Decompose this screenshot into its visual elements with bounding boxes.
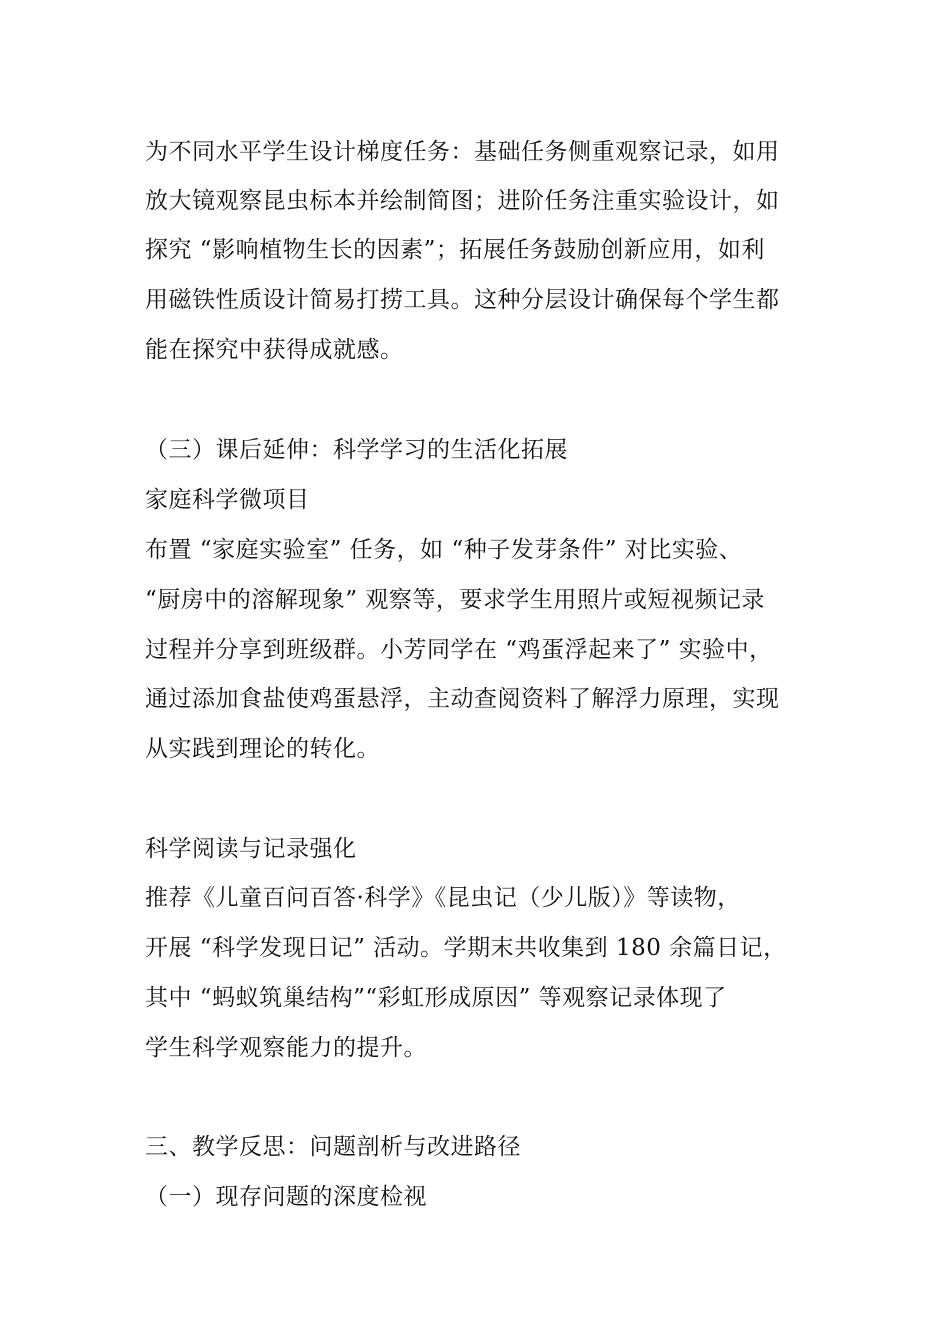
section-heading: （三）课后延伸：科学学习的生活化拓展 [145,437,568,463]
paragraph-line: 能在探究中获得成就感。 [145,337,404,363]
paragraph-line: 布置 “家庭实验室” 任务，如 “种子发芽条件” 对比实验、 [145,537,743,563]
paragraph-line: 过程并分享到班级群。小芳同学在 “鸡蛋浮起来了” 实验中， [145,637,773,663]
paragraph-line: 探究 “影响植物生长的因素”；拓展任务鼓励创新应用，如利 [145,237,765,263]
chapter-heading: 三、教学反思：问题剖析与改进路径 [145,1134,521,1160]
paragraph-line: 放大镜观察昆虫标本并绘制简图；进阶任务注重实验设计，如 [145,188,780,214]
subsection-heading: 家庭科学微项目 [145,487,310,513]
paragraph-line: 通过添加食盐使鸡蛋悬浮，主动查阅资料了解浮力原理，实现 [145,686,780,712]
paragraph-line: 学生科学观察能力的提升。 [145,1035,427,1061]
paragraph-line: “厨房中的溶解现象” 观察等，要求学生用照片或短视频记录 [145,587,765,613]
subsection-heading: 科学阅读与记录强化 [145,836,357,862]
paragraph-line: 开展 “科学发现日记” 活动。学期末共收集到 180 余篇日记， [145,935,787,961]
paragraph-line: 为不同水平学生设计梯度任务：基础任务侧重观察记录，如用 [145,139,780,165]
paragraph-line: 用磁铁性质设计简易打捞工具。这种分层设计确保每个学生都 [145,287,780,313]
paragraph-line: 其中 “蚂蚁筑巢结构”“彩虹形成原因” 等观察记录体现了 [145,985,727,1011]
paragraph-line: 推荐《儿童百问百答·科学》《昆虫记（少儿版）》等读物， [145,885,741,911]
section-heading: （一）现存问题的深度检视 [145,1184,427,1210]
paragraph-line: 从实践到理论的转化。 [145,736,380,762]
